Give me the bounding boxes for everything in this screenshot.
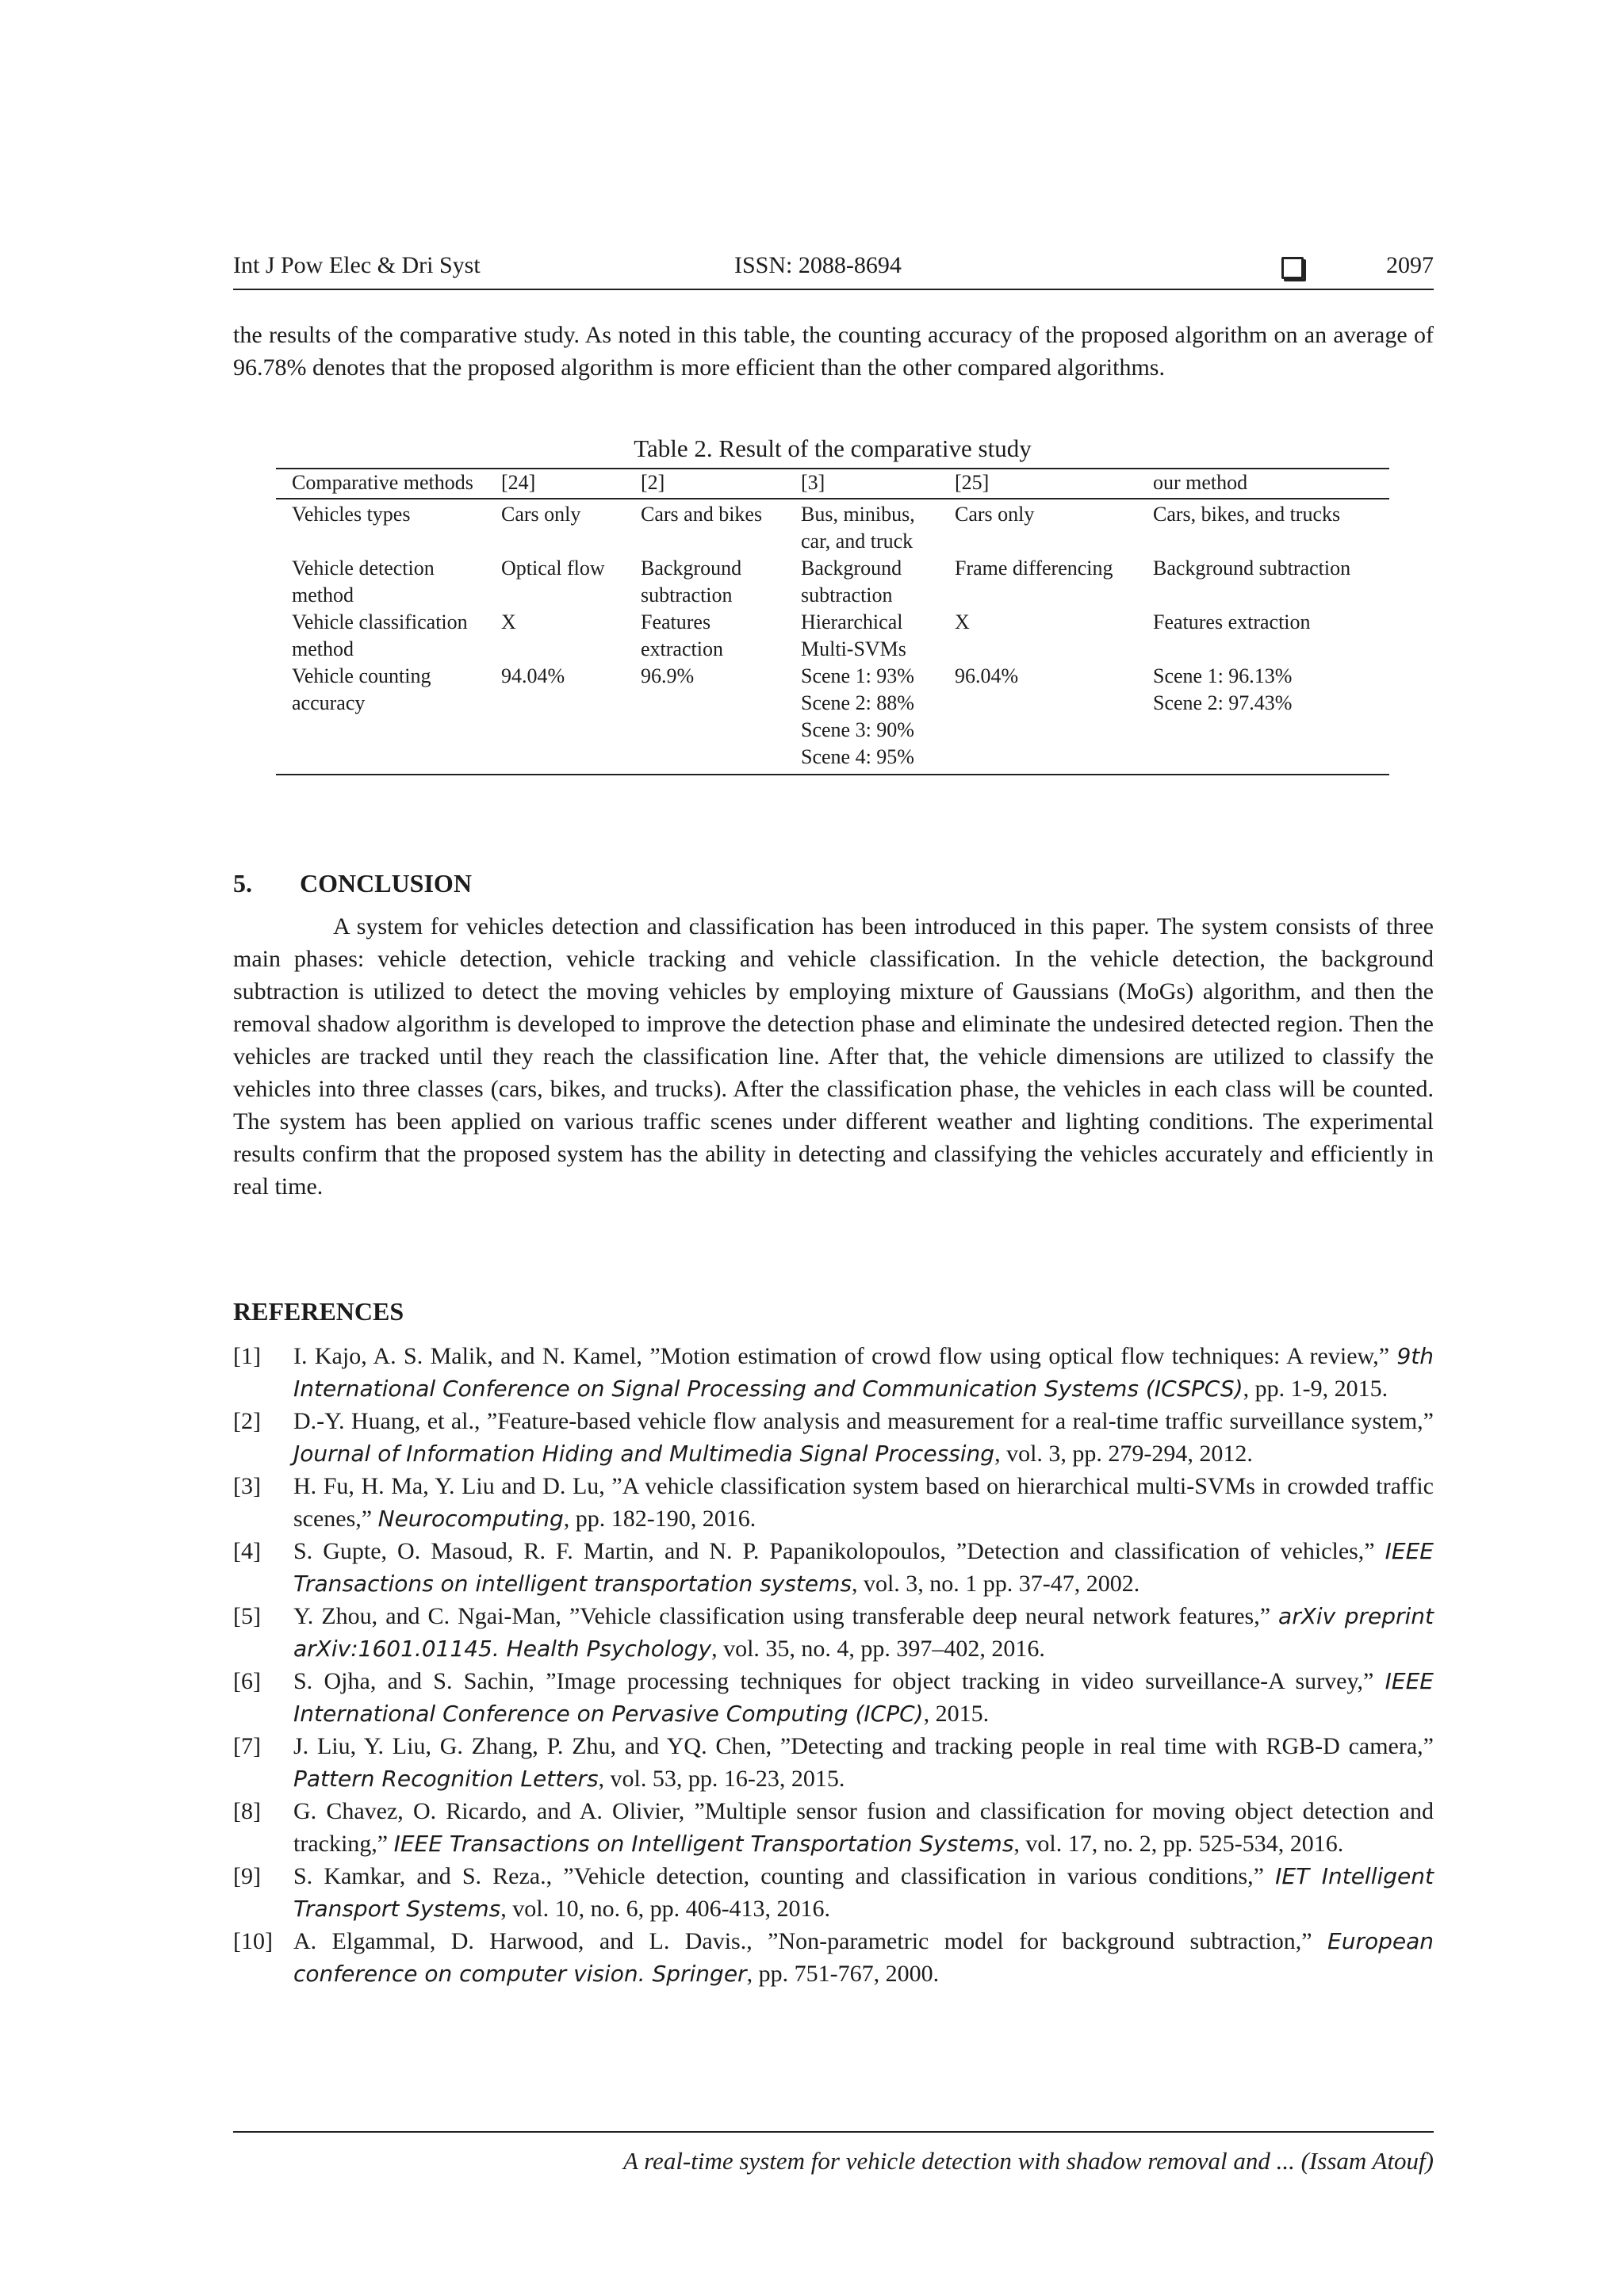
reference-number: [2]: [233, 1408, 261, 1434]
table-cell: Vehicle counting accuracy: [292, 664, 431, 714]
conclusion-paragraph: A system for vehicles detection and classification has been introduced in this paper. The system consists of three main phases: vehicle detection, vehicle tracking and vehicle classification. In the vehicle detection, the background subtraction is utilized to detect the moving vehicles by employing mixture of Gaussians (MoGs) algorithm, and then the removal shadow algorithm is developed to improve the detection phase and eliminate the undesired detected region. Then the vehicles are tracked until they reach the classification line. After that, the vehicle dimensions are utilized to classify the vehicles into three classes (cars, bikes, and trucks). After the classification phase, the vehicles in each class will be counted. The system has been applied on various traffic scenes under different weather and lighting conditions. The experimental results confirm that the proposed system has the ability in detecting and classifying the vehicles accurately and efficiently in real time.: [233, 913, 1434, 1200]
table-row: [276, 663, 1389, 775]
table-cell: Optical flow: [501, 557, 605, 580]
table-cell: Hierarchical Multi-SVMs: [801, 610, 906, 660]
table-header-cell: [3]: [785, 469, 939, 499]
reference-item: [233, 1860, 1434, 1925]
reference-item: [233, 1340, 1434, 1405]
section-number: 5.: [233, 869, 252, 897]
reference-details: , vol. 10, no. 6, pp. 406-413, 2016.: [500, 1896, 831, 1922]
table-cell: 96.9%: [641, 664, 695, 687]
table-cell: Features extraction: [641, 610, 723, 660]
reference-number: [10]: [233, 1928, 273, 1954]
reference-number: [4]: [233, 1538, 261, 1564]
reference-details: , 2015.: [923, 1701, 990, 1727]
journal-name: Int J Pow Elec & Dri Syst: [233, 252, 481, 278]
table-cell: Background subtraction: [1153, 557, 1351, 580]
table-header-row: [276, 469, 1389, 499]
reference-venue: IET Intelligent Transport Systems: [293, 1863, 1434, 1922]
reference-details: , pp. 751-767, 2000.: [746, 1961, 940, 1987]
reference-list: [233, 1340, 1434, 1990]
reference-text: H. Fu, H. Ma, Y. Liu and D. Lu, ”A vehicle classification system based on hierarchical multi-SVMs in crowded traffic scenes,”: [293, 1473, 1434, 1532]
table-header-cell: Comparative methods: [276, 469, 485, 499]
table-header-cell: our method: [1137, 469, 1389, 499]
reference-number: [8]: [233, 1798, 261, 1824]
intro-paragraph: the results of the comparative study. As noted in this table, the counting accuracy of the proposed algorithm on an average of 96.78% denotes that the proposed algorithm is more efficient than the other compared algorithms.: [233, 322, 1434, 381]
reference-details: , vol. 17, no. 2, pp. 525-534, 2016.: [1013, 1831, 1344, 1857]
reference-text: D.-Y. Huang, et al., ”Feature-based vehicle flow analysis and measurement for a real-time traffic surveillance system,”: [293, 1408, 1434, 1434]
table-cell: Cars only: [955, 503, 1035, 526]
table-cell: Background subtraction: [801, 557, 902, 607]
page-number: 2097: [1386, 252, 1434, 278]
table-cell: Cars only: [501, 503, 581, 526]
table-cell: Cars, bikes, and trucks: [1153, 503, 1341, 526]
table-header-cell: [24]: [485, 469, 625, 499]
reference-venue: Pattern Recognition Letters: [293, 1766, 599, 1792]
page-header: [233, 252, 1434, 290]
table-cell: 96.04%: [955, 664, 1019, 687]
reference-details: , vol. 3, pp. 279-294, 2012.: [994, 1441, 1253, 1467]
table-caption: Table 2. Result of the comparative study: [634, 434, 1032, 462]
table-cell: X: [955, 610, 970, 633]
reference-venue: Neurocomputing: [377, 1506, 564, 1532]
reference-item: [233, 1470, 1434, 1535]
table-row: [276, 609, 1389, 663]
reference-venue: European conference on computer vision. Springer: [293, 1928, 1434, 1987]
reference-item: [233, 1405, 1434, 1470]
reference-text: S. Gupte, O. Masoud, R. F. Martin, and N. P. Papanikolopoulos, ”Detection and classification of vehicles,”: [293, 1538, 1385, 1564]
reference-text: I. Kajo, A. S. Malik, and N. Kamel, ”Motion estimation of crowd flow using optical flow techniques: A review,”: [293, 1343, 1397, 1369]
reference-details: , vol. 53, pp. 16-23, 2015.: [598, 1766, 845, 1792]
reference-text: S. Ojha, and S. Sachin, ”Image processing techniques for object tracking in video surveillance-A survey,”: [293, 1668, 1385, 1694]
reference-item: [233, 1795, 1434, 1860]
issn: ISSN: 2088-8694: [734, 252, 902, 278]
reference-item: [233, 1665, 1434, 1730]
reference-number: [5]: [233, 1603, 261, 1629]
table-cell: Vehicle classification method: [292, 610, 468, 660]
reference-venue: IEEE Transactions on intelligent transportation systems: [293, 1538, 1434, 1597]
reference-item: [233, 1925, 1434, 1990]
table-cell: Cars and bikes: [641, 503, 763, 526]
table-header-cell: [25]: [939, 469, 1137, 499]
reference-item: [233, 1535, 1434, 1600]
reference-number: [7]: [233, 1733, 261, 1759]
table-cell: X: [501, 610, 516, 633]
reference-number: [1]: [233, 1343, 261, 1369]
reference-number: [9]: [233, 1863, 261, 1889]
table-cell: Background subtraction: [641, 557, 742, 607]
reference-number: [3]: [233, 1473, 261, 1499]
table-cell: Scene 1: 93% Scene 2: 88% Scene 3: 90% Scene 4: 95%: [801, 664, 914, 768]
section-heading: [233, 869, 472, 898]
table-cell: Features extraction: [1153, 610, 1311, 633]
table-cell: Scene 1: 96.13% Scene 2: 97.43%: [1153, 664, 1293, 714]
reference-details: , vol. 3, no. 1 pp. 37-47, 2002.: [851, 1571, 1140, 1597]
table-row: [276, 499, 1389, 555]
table-header-cell: [2]: [625, 469, 785, 499]
square-icon: [1281, 257, 1304, 279]
table-cell: Bus, minibus, car, and truck: [801, 503, 915, 553]
reference-details: , pp. 182-190, 2016.: [563, 1506, 756, 1532]
reference-text: J. Liu, Y. Liu, G. Zhang, P. Zhu, and YQ. Chen, ”Detecting and tracking people in real time with RGB-D camera,”: [293, 1733, 1434, 1759]
table-cell: Frame differencing: [955, 557, 1113, 580]
page-footer: A real-time system for vehicle detection with shadow removal and ... (Issam Atouf): [233, 2131, 1434, 2175]
reference-venue: arXiv preprint arXiv:1601.01145. Health Psychology: [293, 1603, 1434, 1662]
table-cell: Vehicle detection method: [292, 557, 435, 607]
reference-venue: 9th International Conference on Signal Processing and Communication Systems (ICSPCS): [293, 1343, 1434, 1402]
reference-item: [233, 1600, 1434, 1665]
reference-text: Y. Zhou, and C. Ngai-Man, ”Vehicle classification using transferable deep neural network features,”: [293, 1603, 1279, 1629]
table-cell: Vehicles types: [292, 503, 411, 526]
table-row: [276, 555, 1389, 609]
section-title: CONCLUSION: [300, 869, 472, 897]
reference-details: , pp. 1-9, 2015.: [1243, 1376, 1388, 1402]
reference-item: [233, 1730, 1434, 1795]
reference-text: S. Kamkar, and S. Reza., ”Vehicle detection, counting and classification in various conditions,”: [293, 1863, 1276, 1889]
references-heading: REFERENCES: [233, 1297, 404, 1326]
reference-number: [6]: [233, 1668, 261, 1694]
reference-venue: IEEE International Conference on Pervasive Computing (ICPC): [293, 1668, 1434, 1727]
reference-details: , vol. 35, no. 4, pp. 397–402, 2016.: [711, 1636, 1045, 1662]
table-cell: 94.04%: [501, 664, 565, 687]
reference-text: A. Elgammal, D. Harwood, and L. Davis., ”Non-parametric model for background subtraction,”: [293, 1928, 1328, 1954]
reference-venue: Journal of Information Hiding and Multimedia Signal Processing: [293, 1441, 995, 1467]
reference-venue: IEEE Transactions on Intelligent Transportation Systems: [393, 1831, 1014, 1857]
comparison-table: [276, 468, 1389, 775]
reference-text: G. Chavez, O. Ricardo, and A. Olivier, ”Multiple sensor fusion and classification for moving object detection and tracking,”: [293, 1798, 1434, 1857]
